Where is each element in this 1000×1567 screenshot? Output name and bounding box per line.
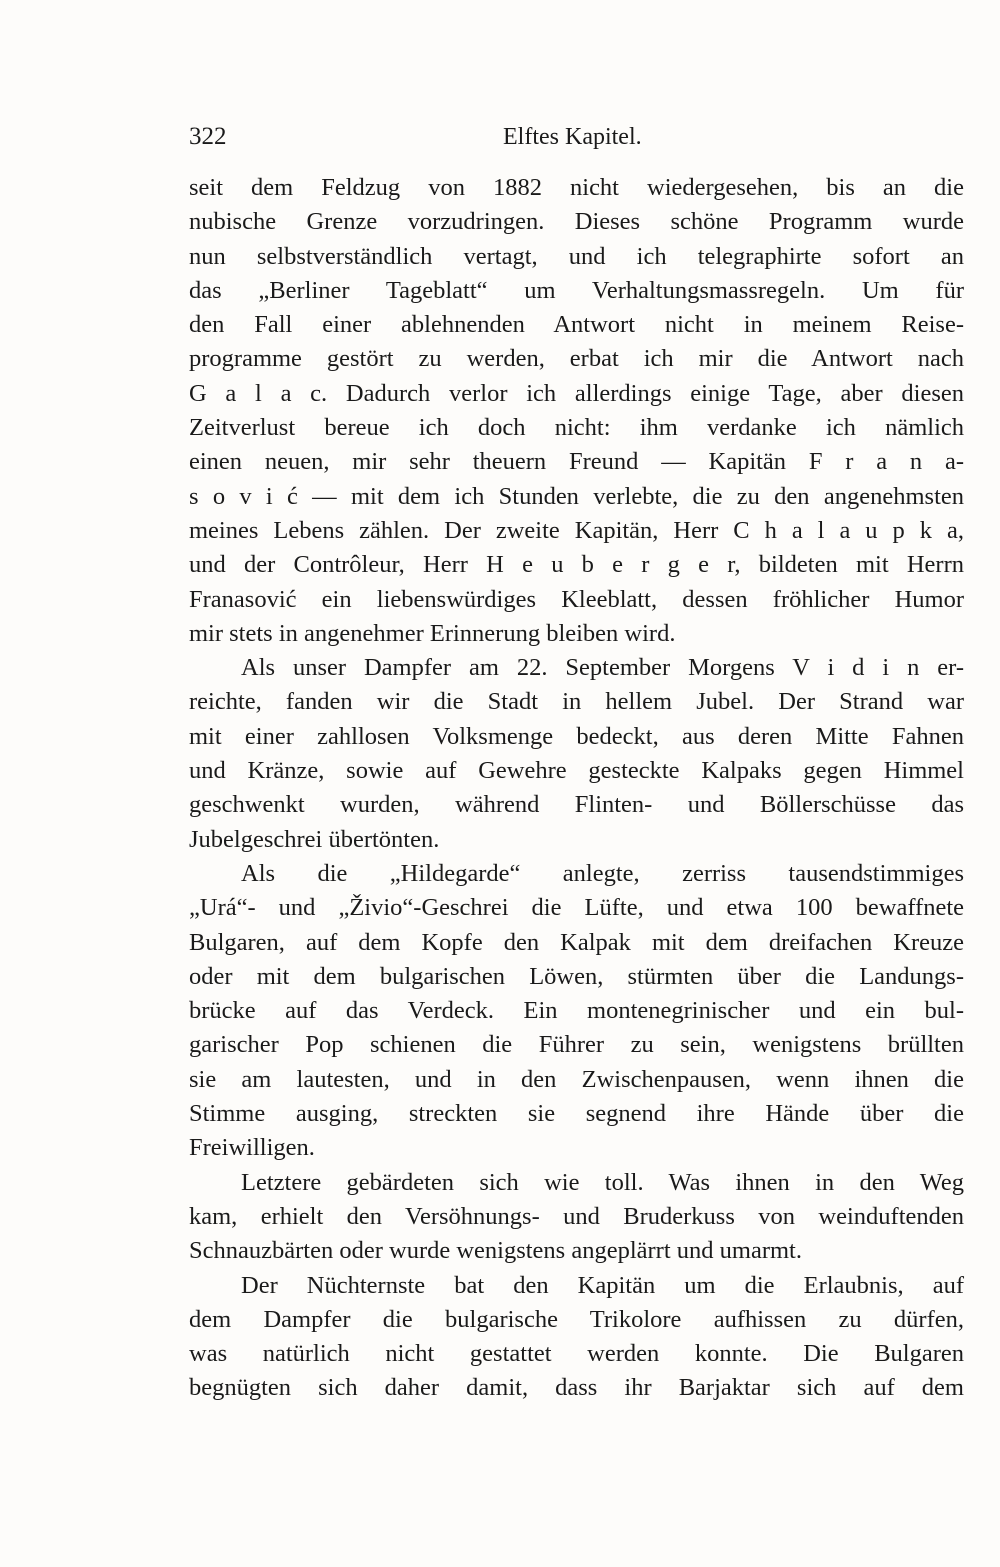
page-number: 322: [189, 123, 227, 150]
text-line: und Kränze, sowie auf Gewehre gesteckte Kalpaks gegen Himmel: [189, 757, 964, 785]
text-line: den Fall einer ablehnenden Antwort nicht in meinem Reise-: [189, 311, 964, 339]
text-line: das „Berliner Tageblatt“ um Verhaltungsmassregeln. Um für: [189, 276, 964, 304]
text-line: nubische Grenze vorzudringen. Dieses schöne Programm wurde: [189, 208, 964, 236]
text-line: Stimme ausging, streckten sie segnend ihre Hände über die: [189, 1100, 964, 1128]
text-line: dem Dampfer die bulgarische Trikolore aufhissen zu dürfen,: [189, 1305, 964, 1333]
text-line: garischer Pop schienen die Führer zu sein, wenigstens brüllten: [189, 1031, 964, 1059]
text-line: oder mit dem bulgarischen Löwen, stürmten über die Landungs-: [189, 962, 964, 990]
text-line: programme gestört zu werden, erbat ich mir die Antwort nach: [189, 345, 964, 373]
text-line: „Urá“- und „Živio“-Geschrei die Lüfte, und etwa 100 bewaffnete: [189, 894, 964, 922]
text-line: Als unser Dampfer am 22. September Morgens V i d i n er-: [241, 654, 964, 682]
text-line: einen neuen, mir sehr theuern Freund — Kapitän F r a n a-: [189, 448, 964, 476]
text-line: geschwenkt wurden, während Flinten- und Böllerschüsse das: [189, 791, 964, 819]
text-line: G a l a c. Dadurch verlor ich allerdings einige Tage, aber diesen: [189, 379, 964, 407]
text-line: Schnauzbärten oder wurde wenigstens angeplärrt und umarmt.: [189, 1237, 802, 1265]
running-head: [189, 120, 964, 154]
text-line: Als die „Hildegarde“ anlegte, zerriss tausendstimmiges: [241, 859, 964, 887]
text-line: Freiwilligen.: [189, 1134, 315, 1162]
text-line: meines Lebens zählen. Der zweite Kapitän, Herr C h a l a u p k a,: [189, 516, 964, 544]
text-line: Letztere gebärdeten sich wie toll. Was ihnen in den Weg: [241, 1168, 964, 1196]
text-line: Franasović ein liebenswürdiges Kleeblatt, dessen fröhlicher Humor: [189, 585, 964, 613]
text-line: seit dem Feldzug von 1882 nicht wiedergesehen, bis an die: [189, 174, 964, 201]
text-line: begnügten sich daher damit, dass ihr Barjaktar sich auf dem: [189, 1374, 964, 1402]
text-line: mit einer zahllosen Volksmenge bedeckt, aus deren Mitte Fahnen: [189, 722, 964, 750]
text-line: sie am lautesten, und in den Zwischenpausen, wenn ihnen die: [189, 1065, 964, 1093]
text-line: Zeitverlust bereue ich doch nicht: ihm verdanke ich nämlich: [189, 414, 964, 442]
text-line: und der Contrôleur, Herr H e u b e r g e r, bildeten mit Herrn: [189, 551, 964, 579]
text-line: reichte, fanden wir die Stadt in hellem Jubel. Der Strand war: [189, 688, 964, 716]
text-line: nun selbstverständlich vertagt, und ich telegraphirte sofort an: [189, 242, 964, 270]
text-line: kam, erhielt den Versöhnungs- und Bruderkuss von weinduftenden: [189, 1202, 964, 1230]
body-text: [189, 171, 964, 1406]
text-line: Jubelgeschrei übertönten.: [189, 825, 440, 853]
text-line: was natürlich nicht gestattet werden konnte. Die Bulgaren: [189, 1340, 964, 1368]
text-line: Bulgaren, auf dem Kopfe den Kalpak mit dem dreifachen Kreuze: [189, 928, 964, 956]
text-line: brücke auf das Verdeck. Ein montenegrinischer und ein bul-: [189, 997, 964, 1025]
text-line: Der Nüchternste bat den Kapitän um die Erlaubnis, auf: [241, 1271, 964, 1299]
text-line: s o v i ć — mit dem ich Stunden verlebte, die zu den angenehmsten: [189, 482, 964, 510]
chapter-title: Elftes Kapitel.: [503, 124, 642, 150]
text-line: mir stets in angenehmer Erinnerung bleiben wird.: [189, 619, 676, 647]
